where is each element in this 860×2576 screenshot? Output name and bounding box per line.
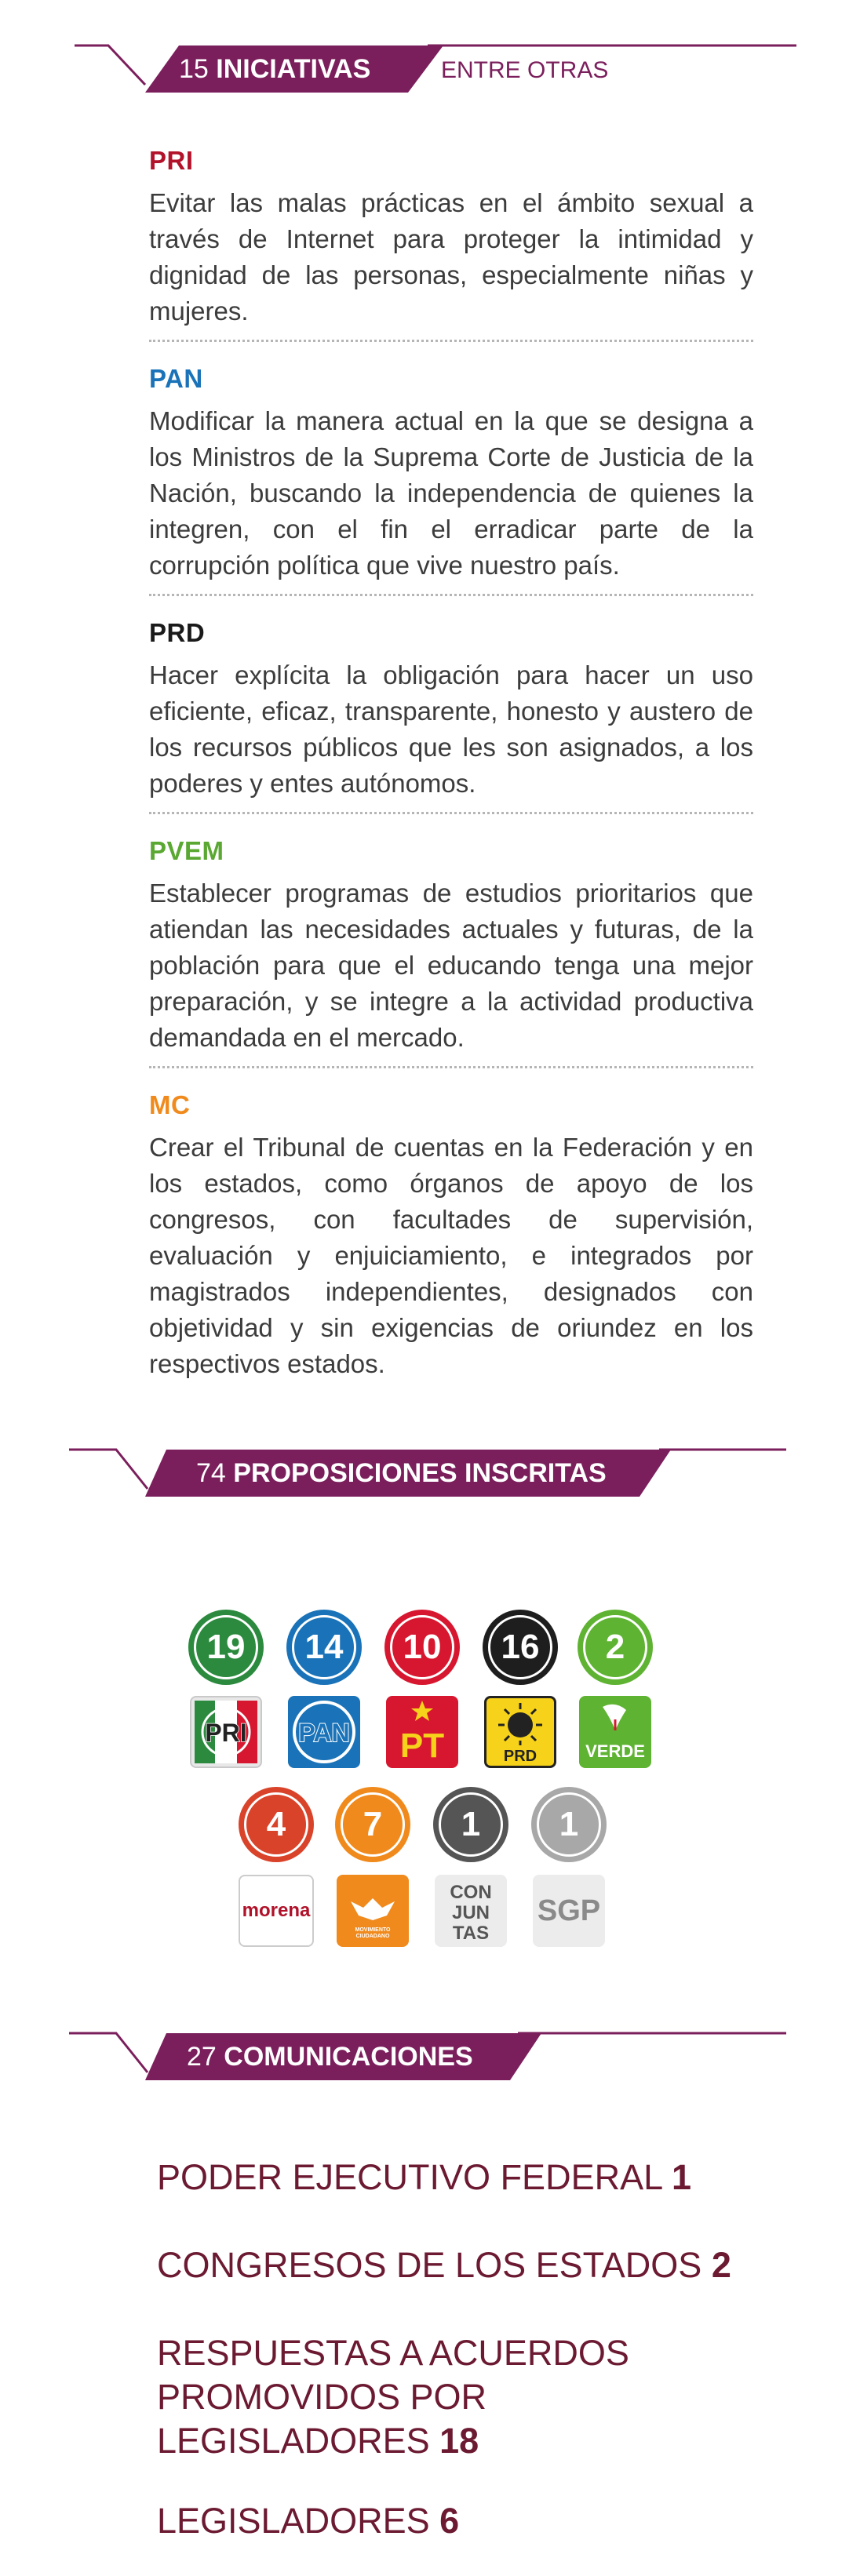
initiatives-title [179,45,370,93]
svg-text:CON: CON [450,1882,492,1903]
morena-logo-text: morena [242,1900,311,1921]
comm-value: 1 [671,2157,691,2197]
badge-number: 16 [488,1615,552,1679]
badge-number: 7 [341,1792,405,1857]
initiatives-subtitle: ENTRE OTRAS [441,57,609,83]
prd-logo-text: PRD [503,1748,538,1765]
badge-number: 19 [194,1615,258,1679]
initiatives-header [0,39,860,102]
communications-header [0,2027,860,2090]
badge-count-conjuntas [433,1787,508,1862]
propositions-title-label: PROPOSICIONES INSCRITAS [233,1458,607,1488]
svg-text:MOVIMIENTO: MOVIMIENTO [355,1927,391,1933]
comm-label: CONGRESOS DE LOS ESTADOS [157,2245,702,2285]
pan-logo [288,1696,360,1768]
conjuntas-logo [435,1875,507,1947]
party-label-mc: MC [149,1090,191,1119]
verde-logo-text: VERDE [585,1741,645,1761]
comm-value: 18 [439,2421,479,2461]
badge-number: 14 [292,1615,356,1679]
pan-logo-text: PAN [298,1719,350,1747]
badge-count-pt [384,1610,460,1685]
initiative-text-pvem: Establecer programas de estudios prioritarios que atiendan las necesidades actuales y futuras, de la población para que el educando tenga una mejor preparación, y se integre a la actividad productiva demandada en el mercado. [149,879,753,1052]
comm-value: 2 [711,2245,731,2285]
communications-count: 27 [187,2042,217,2072]
party-label-prd: PRD [149,618,206,647]
prd-logo [484,1696,556,1768]
mc-logo [337,1875,409,1947]
initiative-text-prd: Hacer explícita la obligación para hacer un uso eficiente, eficaz, transparente, honesto y austero de los recursos públicos que les son asignados, a los poderes y entes autónomos. [149,660,753,798]
pt-logo [386,1696,458,1768]
divider [149,812,753,814]
sgp-logo-text: SGP [537,1894,601,1927]
party-label-pri: PRI [149,146,194,175]
svg-text:JUN: JUN [451,1902,490,1923]
comm-item-congresos [157,2243,785,2287]
badge-count-sgp [531,1787,607,1862]
verde-logo [579,1696,651,1768]
pt-logo-text: PT [399,1726,445,1765]
initiatives-count: 15 [179,54,209,84]
badge-count-pan [286,1610,362,1685]
divider [149,340,753,342]
badge-number: 10 [390,1615,454,1679]
propositions-header [0,1443,860,1506]
party-label-pan: PAN [149,364,203,393]
initiative-text-mc: Crear el Tribunal de cuentas en la Federación y en los estados, como órganos de apoyo de los congresos, con facultades de supervisión, evaluación y enjuiciamiento, e integrados por magistrados independientes, designados con objetividad y sin exigencias de oriundez en los respectivos estados. [149,1133,753,1378]
initiatives-banner-shape [0,39,860,102]
comm-value: 6 [439,2501,460,2541]
morena-logo [239,1875,314,1947]
divider [149,1066,753,1068]
propositions-count: 74 [196,1458,226,1488]
pri-logo-text: PRI [205,1719,247,1747]
party-label-pvem: PVEM [149,836,224,865]
badge-number: 2 [583,1615,647,1679]
svg-text:CIUDADANO: CIUDADANO [355,1934,390,1939]
initiatives-title-label: INICIATIVAS [216,54,371,84]
badge-number: 4 [244,1792,308,1857]
badge-count-morena [239,1787,314,1862]
comm-label: RESPUESTAS A ACUERDOS PROMOVIDOS POR LEGISLADORES [157,2333,629,2461]
comm-item-legisladores [157,2499,785,2543]
comm-item-respuestas [157,2331,643,2463]
comm-item-ejecutivo [157,2156,785,2199]
svg-text:TAS: TAS [452,1923,490,1944]
communications-title-label: COMUNICACIONES [224,2042,473,2072]
sgp-logo [533,1875,605,1947]
badge-count-pri [188,1610,264,1685]
badge-count-mc [335,1787,410,1862]
initiative-text-pri: Evitar las malas prácticas en el ámbito sexual a través de Internet para proteger la intimidad y dignidad de las personas, especialmente niñas y mujeres. [149,188,753,326]
communications-title [187,2033,473,2080]
divider [149,594,753,596]
badge-number: 1 [537,1792,601,1857]
comm-label: PODER EJECUTIVO FEDERAL [157,2157,662,2197]
initiative-text-pan: Modificar la manera actual en la que se designa a los Ministros de la Suprema Corte de Justicia de la Nación, buscando la independencia de quienes la integren, con el fin el erradicar parte de la corrupción política que vive nuestro país. [149,406,753,580]
badge-count-prd [483,1610,558,1685]
comm-label: LEGISLADORES [157,2501,430,2541]
propositions-title [196,1450,607,1497]
pri-logo [190,1696,262,1768]
badge-count-verde [578,1610,653,1685]
badge-number: 1 [439,1792,503,1857]
